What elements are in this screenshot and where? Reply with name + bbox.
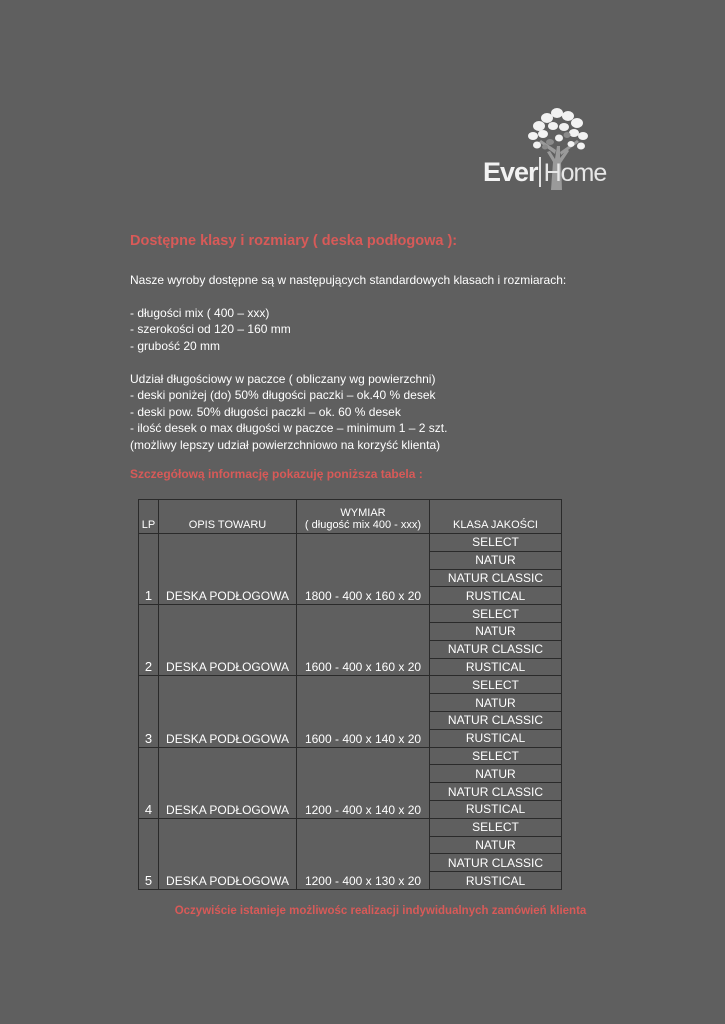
header-wymiar-line1: WYMIAR: [340, 507, 386, 519]
cell-opis: DESKA PODŁOGOWA: [159, 534, 297, 605]
table-row: [139, 605, 562, 623]
share-note: (możliwy lepszy udział powierzchniowo na korzyść klienta): [130, 437, 441, 452]
cell-klasa: NATUR: [430, 765, 562, 783]
cell-klasa: SELECT: [430, 534, 562, 552]
cell-opis: DESKA PODŁOGOWA: [159, 747, 297, 818]
cell-lp: 3: [139, 676, 159, 747]
share-title: Udział długościowy w paczce ( obliczany wg powierzchni): [130, 372, 436, 386]
table-row: [139, 747, 562, 765]
cell-klasa: RUSTICAL: [430, 872, 562, 890]
sizes-list: [130, 305, 291, 354]
share-item: - deski pow. 50% długości paczki – ok. 60 % desek: [130, 404, 401, 419]
cell-klasa: RUSTICAL: [430, 587, 562, 605]
everhome-logo: [477, 102, 637, 194]
spec-table: [138, 499, 562, 890]
share-list: [130, 371, 447, 453]
cell-klasa: NATUR CLASSIC: [430, 854, 562, 872]
cell-lp: 4: [139, 747, 159, 818]
cell-klasa: NATUR CLASSIC: [430, 783, 562, 801]
table-row: [139, 676, 562, 694]
header-klasa: KLASA JAKOŚCI: [430, 500, 562, 534]
cell-opis: DESKA PODŁOGOWA: [159, 818, 297, 889]
intro-text: Nasze wyroby dostępne są w następujących standardowych klasach i rozmiarach:: [130, 273, 567, 287]
share-item: - deski poniżej (do) 50% długości paczki – ok.40 % desek: [130, 388, 436, 403]
table-intro: Szczegółową informację pokazuję poniższa tabela :: [130, 467, 423, 481]
header-opis: OPIS TOWARU: [159, 500, 297, 534]
size-thickness: - grubość 20 mm: [130, 338, 221, 353]
logo-text-ever: Ever: [483, 157, 538, 187]
cell-klasa: SELECT: [430, 747, 562, 765]
logo-text: [483, 159, 606, 186]
header-lp: LP: [139, 500, 159, 534]
cell-klasa: RUSTICAL: [430, 729, 562, 747]
cell-klasa: SELECT: [430, 676, 562, 694]
cell-klasa: NATUR CLASSIC: [430, 711, 562, 729]
cell-klasa: SELECT: [430, 818, 562, 836]
cell-wymiar: 1800 - 400 x 160 x 20: [297, 534, 430, 605]
cell-klasa: NATUR: [430, 694, 562, 712]
cell-wymiar: 1600 - 400 x 160 x 20: [297, 605, 430, 676]
cell-klasa: NATUR: [430, 551, 562, 569]
size-length: - długości mix ( 400 – xxx): [130, 306, 270, 320]
cell-klasa: SELECT: [430, 605, 562, 623]
cell-klasa: RUSTICAL: [430, 658, 562, 676]
header-wymiar: [297, 500, 430, 534]
header-wymiar-line2: ( długość mix 400 - xxx): [304, 519, 422, 531]
cell-wymiar: 1600 - 400 x 140 x 20: [297, 676, 430, 747]
footer-note: Oczywiście istanieje możliwośc realizacji indywidualnych zamówień klienta: [174, 905, 587, 917]
cell-klasa: RUSTICAL: [430, 800, 562, 818]
cell-lp: 1: [139, 534, 159, 605]
share-item: - ilość desek o max długości w paczce – minimum 1 – 2 szt.: [130, 421, 448, 436]
cell-lp: 2: [139, 605, 159, 676]
cell-opis: DESKA PODŁOGOWA: [159, 605, 297, 676]
cell-klasa: NATUR CLASSIC: [430, 569, 562, 587]
cell-opis: DESKA PODŁOGOWA: [159, 676, 297, 747]
cell-lp: 5: [139, 818, 159, 889]
cell-wymiar: 1200 - 400 x 130 x 20: [297, 818, 430, 889]
table-header-row: [139, 500, 562, 534]
cell-klasa: NATUR: [430, 836, 562, 854]
table-row: [139, 534, 562, 552]
table-row: [139, 818, 562, 836]
cell-wymiar: 1200 - 400 x 140 x 20: [297, 747, 430, 818]
page-heading: Dostępne klasy i rozmiary ( deska podłogowa ):: [130, 233, 458, 249]
logo-text-home: Home: [543, 159, 607, 187]
cell-klasa: NATUR CLASSIC: [430, 640, 562, 658]
cell-klasa: NATUR: [430, 622, 562, 640]
size-width: - szerokości od 120 – 160 mm: [130, 322, 291, 337]
